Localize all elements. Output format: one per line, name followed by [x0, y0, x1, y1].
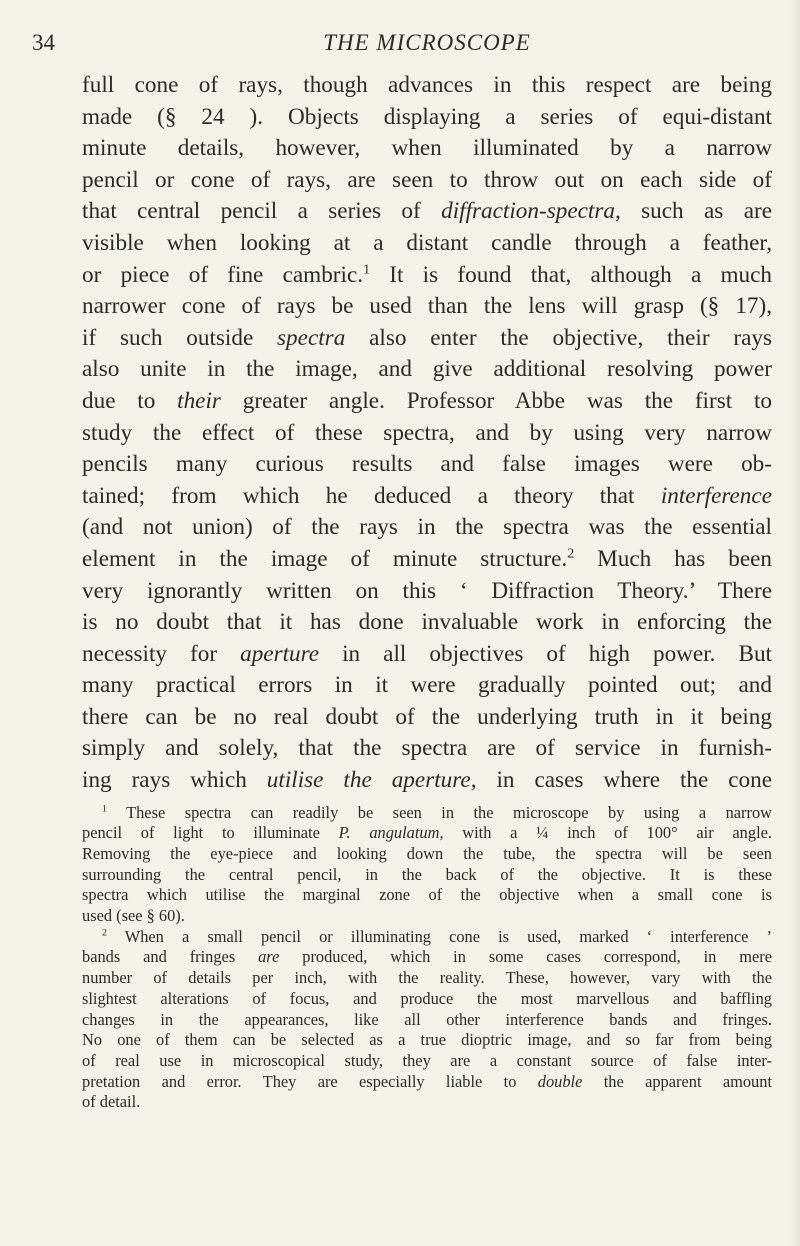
footnote-marker: 2 [102, 927, 107, 939]
footnote-line: changes in the appearances, like all other interference bands and fringes. [82, 1009, 772, 1029]
text-line: is no doubt that it has done invaluable work in enforcing the [82, 609, 772, 636]
text-line: tained; from which he deduced a theory that interference [82, 482, 772, 509]
footnote-line: Removing the eye-piece and looking down the tube, the spectra will be seen [82, 844, 772, 864]
footnote-line: number of details per inch, with the reality. These, however, vary with the [82, 968, 772, 988]
footnote-line: $^1$ These spectra can readily be seen in the microscope by using a narrow [102, 802, 772, 822]
text-line: minute details, however, when illuminated by a narrow [82, 135, 772, 162]
page-edge-shadow [790, 0, 800, 1246]
text-line: study the effect of these spectra, and by using very narrow [82, 419, 772, 446]
text-line: full cone of rays, though advances in this respect are being [82, 72, 772, 98]
text-line: there can be no real doubt of the underlying truth in it being [82, 703, 772, 730]
text-line: pencil or cone of rays, are seen to throw out on each side of [82, 166, 772, 193]
body-text [82, 70, 772, 797]
text-line: very ignorantly written on this ‘ Diffraction Theory.’ There [82, 577, 772, 604]
text-line: many practical errors in it were gradually pointed out; and [82, 672, 772, 699]
footnote-line: used (see § 60). [82, 906, 185, 926]
footnote-line: of real use in microscopical study, they are a constant source of false inter- [82, 1050, 772, 1070]
text-line: made (§ 24 ). Objects displaying a series of equi-distant [82, 103, 772, 130]
footnote-ref: 1 [363, 261, 371, 277]
page [32, 16, 773, 1113]
footnotes [82, 803, 772, 1113]
page-header [32, 16, 772, 56]
text-line: due to their greater angle. Professor Abbe was the first to [82, 387, 773, 414]
text-line: or piece of fine cambric.$^1$ It is found that, although a much [82, 261, 773, 288]
footnote-line: surrounding the central pencil, in the back of the objective. It is these [82, 864, 772, 884]
text-line: if such outside spectra also enter the objective, their rays [82, 324, 772, 351]
text-line: (and not union) of the rays in the spectra was the essential [82, 514, 772, 541]
text-line: simply and solely, that the spectra are of service in furnish- [82, 735, 772, 762]
footnote-line: bands and fringes are produced, which in some cases correspond, in mere [82, 947, 772, 967]
footnote-line: of detail. [82, 1092, 141, 1112]
footnote-ref: 2 [567, 546, 575, 562]
text-line: ing rays which utilise the aperture, in cases where the cone [82, 767, 772, 794]
running-head: THE MICROSCOPE [323, 30, 531, 55]
footnote-line: slightest alterations of focus, and produce the most marvellous and baffling [82, 988, 772, 1008]
text-line: also unite in the image, and give additional resolving power [82, 356, 772, 383]
footnote-line: pretation and error. They are especially liable to double the apparent amount [82, 1071, 772, 1091]
footnote-line: spectra which utilise the marginal zone of the objective when a small cone is [82, 885, 772, 905]
footnote-line: No one of them can be selected as a true dioptric image, and so far from being [82, 1030, 772, 1050]
text-line: that central pencil a series of diffraction-spectra, such as are [82, 198, 772, 225]
page-number: 34 [32, 30, 55, 55]
text-line: element in the image of minute structure.$^2$ Much has been [82, 545, 773, 572]
footnote-marker: 1 [102, 803, 107, 815]
text-line: visible when looking at a distant candle through a feather, [82, 229, 772, 256]
text-line: pencils many curious results and false images were ob- [82, 451, 772, 478]
text-line: narrower cone of rays be used than the lens will grasp (§ 17), [82, 293, 772, 320]
footnote-line: pencil of light to illuminate P. angulatum, with a ¼ inch of 100° air angle. [82, 823, 772, 843]
text-line: necessity for aperture in all objectives of high power. But [82, 640, 772, 667]
footnote-line: $^2$ When a small pencil or illuminating cone is used, marked ‘ interference ’ [102, 926, 772, 946]
